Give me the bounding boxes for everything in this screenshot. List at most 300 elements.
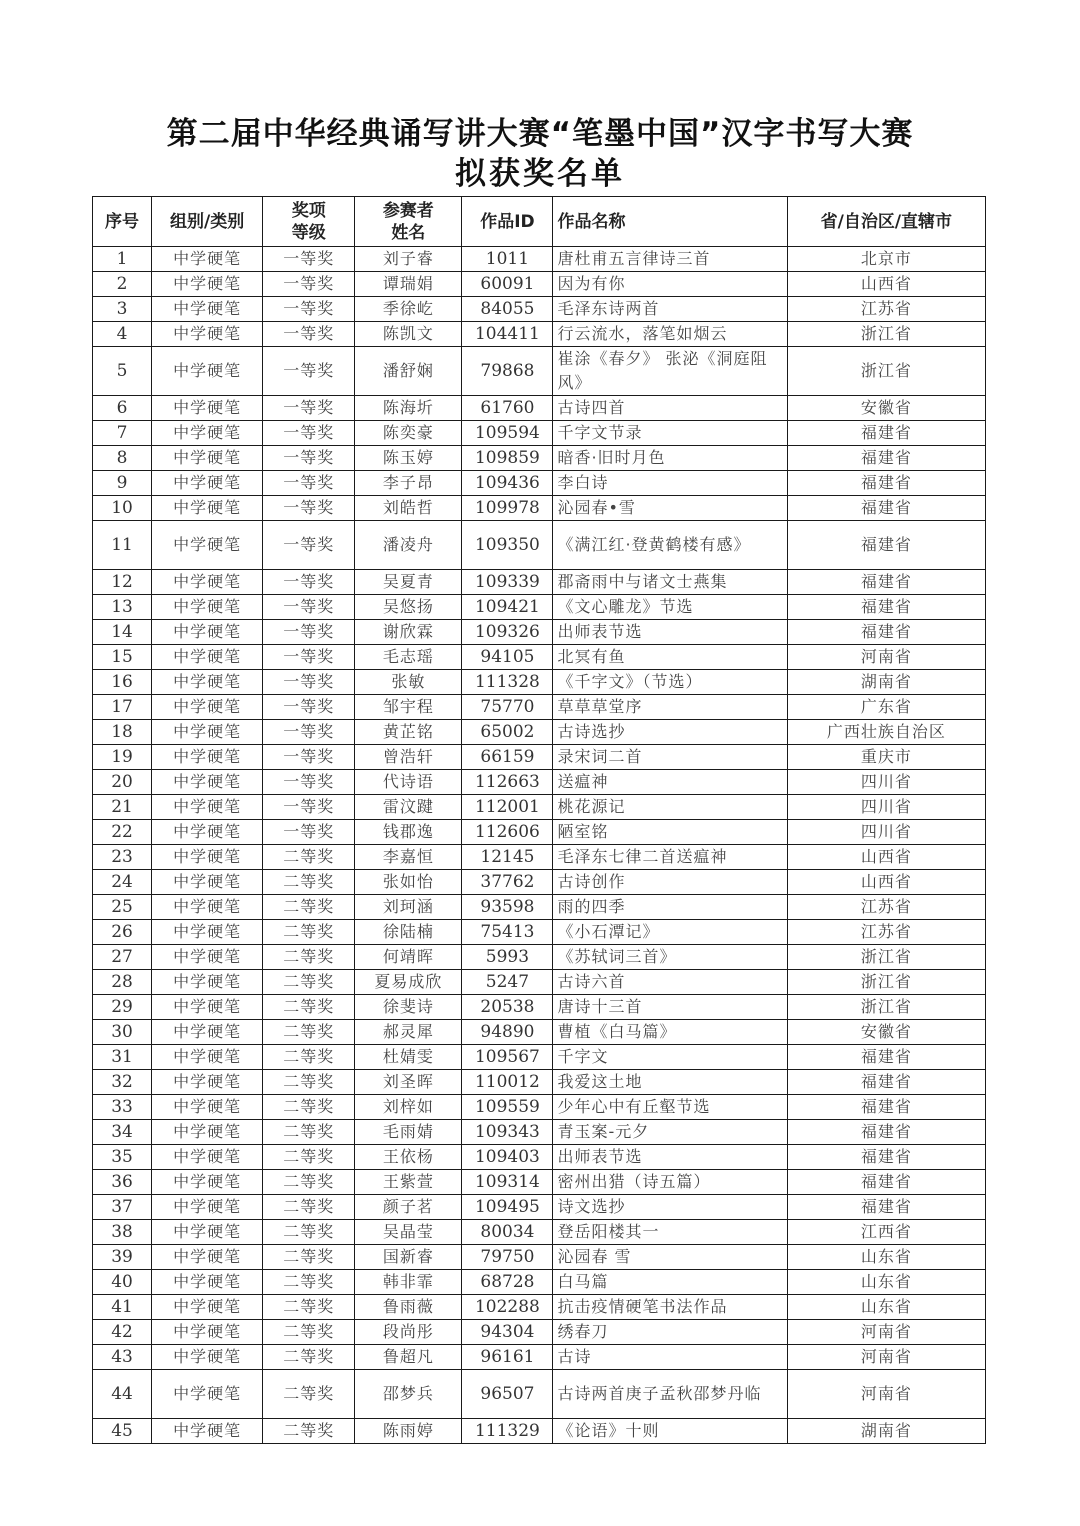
category-cell: 中学硬笔 (152, 347, 263, 396)
award-level-cell: 二等奖 (263, 845, 355, 870)
table-row (93, 670, 986, 695)
award-level-cell: 二等奖 (263, 1419, 355, 1444)
participant-name-cell: 陈凯文 (355, 322, 462, 347)
category-cell: 中学硬笔 (152, 1345, 263, 1370)
work-title-cell: 古诗两首庚子孟秋邵梦丹临 (553, 1370, 787, 1419)
category-cell: 中学硬笔 (152, 670, 263, 695)
category-cell: 中学硬笔 (152, 1145, 263, 1170)
table-row (93, 970, 986, 995)
work-title-cell: 行云流水，落笔如烟云 (553, 322, 787, 347)
category-cell: 中学硬笔 (152, 570, 263, 595)
work-id-cell: 84055 (462, 297, 553, 322)
participant-name-cell: 刘圣晖 (355, 1070, 462, 1095)
row-number: 42 (93, 1320, 152, 1345)
participant-name-cell: 黄芷铭 (355, 720, 462, 745)
row-number: 32 (93, 1070, 152, 1095)
table-row (93, 770, 986, 795)
province-cell: 福建省 (787, 496, 985, 521)
work-title-cell: 白马篇 (553, 1270, 787, 1295)
work-id-cell: 112001 (462, 795, 553, 820)
province-cell: 安徽省 (787, 396, 985, 421)
header-category: 组别/类别 (152, 197, 263, 247)
category-cell: 中学硬笔 (152, 446, 263, 471)
award-level-cell: 二等奖 (263, 870, 355, 895)
row-number: 38 (93, 1220, 152, 1245)
table-header-row (93, 197, 986, 247)
work-title-cell: 沁园春 雪 (553, 1245, 787, 1270)
table-row (93, 720, 986, 745)
category-cell: 中学硬笔 (152, 471, 263, 496)
province-cell: 福建省 (787, 1095, 985, 1120)
row-number: 33 (93, 1095, 152, 1120)
participant-name-cell: 潘舒娴 (355, 347, 462, 396)
table-row (93, 895, 986, 920)
participant-name-cell: 谢欣霖 (355, 620, 462, 645)
work-title-cell: 毛泽东诗两首 (553, 297, 787, 322)
work-title-cell: 绣春刀 (553, 1320, 787, 1345)
table-row (93, 745, 986, 770)
work-title-cell: 《小石潭记》 (553, 920, 787, 945)
award-level-cell: 二等奖 (263, 1345, 355, 1370)
row-number: 36 (93, 1170, 152, 1195)
province-cell: 福建省 (787, 1170, 985, 1195)
category-cell: 中学硬笔 (152, 920, 263, 945)
table-row (93, 995, 986, 1020)
row-number: 18 (93, 720, 152, 745)
work-id-cell: 60091 (462, 272, 553, 297)
participant-name-cell: 毛志瑶 (355, 645, 462, 670)
work-id-cell: 109314 (462, 1170, 553, 1195)
category-cell: 中学硬笔 (152, 1419, 263, 1444)
award-level-cell: 一等奖 (263, 347, 355, 396)
work-id-cell: 94890 (462, 1020, 553, 1045)
province-cell: 福建省 (787, 446, 985, 471)
table-row (93, 347, 986, 396)
participant-name-cell: 杜婧雯 (355, 1045, 462, 1070)
award-level-cell: 二等奖 (263, 1045, 355, 1070)
province-cell: 福建省 (787, 1120, 985, 1145)
table-row (93, 1345, 986, 1370)
award-level-cell: 一等奖 (263, 247, 355, 272)
work-title-cell: 青玉案-元夕 (553, 1120, 787, 1145)
table-row (93, 620, 986, 645)
participant-name-cell: 李嘉恒 (355, 845, 462, 870)
province-cell: 山东省 (787, 1245, 985, 1270)
participant-name-cell: 张如怡 (355, 870, 462, 895)
row-number: 19 (93, 745, 152, 770)
work-id-cell: 112606 (462, 820, 553, 845)
row-number: 44 (93, 1370, 152, 1419)
participant-name-cell: 李子昂 (355, 471, 462, 496)
award-level-cell: 二等奖 (263, 1195, 355, 1220)
participant-name-cell: 鲁雨薇 (355, 1295, 462, 1320)
row-number: 24 (93, 870, 152, 895)
header-work-title: 作品名称 (553, 197, 787, 247)
category-cell: 中学硬笔 (152, 645, 263, 670)
province-cell: 安徽省 (787, 1020, 985, 1045)
award-list-table (92, 196, 986, 1444)
category-cell: 中学硬笔 (152, 1120, 263, 1145)
award-level-cell: 一等奖 (263, 620, 355, 645)
table-row (93, 1145, 986, 1170)
province-cell: 四川省 (787, 820, 985, 845)
work-id-cell: 109559 (462, 1095, 553, 1120)
row-number: 37 (93, 1195, 152, 1220)
row-number: 31 (93, 1045, 152, 1070)
work-id-cell: 20538 (462, 995, 553, 1020)
row-number: 17 (93, 695, 152, 720)
work-id-cell: 109567 (462, 1045, 553, 1070)
work-id-cell: 79750 (462, 1245, 553, 1270)
table-row (93, 870, 986, 895)
work-title-cell: 诗文选抄 (553, 1195, 787, 1220)
participant-name-cell: 夏易成欣 (355, 970, 462, 995)
table-row (93, 1419, 986, 1444)
province-cell: 四川省 (787, 770, 985, 795)
work-id-cell: 68728 (462, 1270, 553, 1295)
work-id-cell: 112663 (462, 770, 553, 795)
table-row (93, 570, 986, 595)
province-cell: 山西省 (787, 870, 985, 895)
category-cell: 中学硬笔 (152, 945, 263, 970)
work-id-cell: 75770 (462, 695, 553, 720)
work-id-cell: 94105 (462, 645, 553, 670)
participant-name-cell: 颜子茗 (355, 1195, 462, 1220)
category-cell: 中学硬笔 (152, 396, 263, 421)
row-number: 43 (93, 1345, 152, 1370)
participant-name-cell: 曾浩轩 (355, 745, 462, 770)
award-level-cell: 二等奖 (263, 920, 355, 945)
participant-name-cell: 刘子睿 (355, 247, 462, 272)
work-title-cell: 陋室铭 (553, 820, 787, 845)
participant-name-cell: 王依杨 (355, 1145, 462, 1170)
table-body (93, 247, 986, 1444)
row-number: 35 (93, 1145, 152, 1170)
work-title-cell: 因为有你 (553, 272, 787, 297)
table-row (93, 297, 986, 322)
row-number: 41 (93, 1295, 152, 1320)
table-row (93, 1195, 986, 1220)
participant-name-cell: 陈雨婷 (355, 1419, 462, 1444)
category-cell: 中学硬笔 (152, 995, 263, 1020)
row-number: 1 (93, 247, 152, 272)
table-row (93, 1245, 986, 1270)
category-cell: 中学硬笔 (152, 1245, 263, 1270)
table-row (93, 920, 986, 945)
category-cell: 中学硬笔 (152, 1095, 263, 1120)
province-cell: 广东省 (787, 695, 985, 720)
row-number: 9 (93, 471, 152, 496)
header-name (355, 197, 462, 247)
participant-name-cell: 雷汶踺 (355, 795, 462, 820)
work-id-cell: 80034 (462, 1220, 553, 1245)
participant-name-cell: 毛雨婧 (355, 1120, 462, 1145)
row-number: 25 (93, 895, 152, 920)
participant-name-cell: 邹宇程 (355, 695, 462, 720)
row-number: 13 (93, 595, 152, 620)
row-number: 34 (93, 1120, 152, 1145)
work-title-cell: 抗击疫情硬笔书法作品 (553, 1295, 787, 1320)
row-number: 8 (93, 446, 152, 471)
category-cell: 中学硬笔 (152, 272, 263, 297)
header-work-id: 作品ID (462, 197, 553, 247)
province-cell: 江苏省 (787, 920, 985, 945)
work-id-cell: 61760 (462, 396, 553, 421)
award-level-cell: 一等奖 (263, 471, 355, 496)
table-row (93, 396, 986, 421)
work-title-cell: 出师表节选 (553, 1145, 787, 1170)
award-level-cell: 二等奖 (263, 1070, 355, 1095)
participant-name-cell: 张敏 (355, 670, 462, 695)
table-row (93, 247, 986, 272)
table-row (93, 322, 986, 347)
work-id-cell: 1011 (462, 247, 553, 272)
work-id-cell: 111328 (462, 670, 553, 695)
work-id-cell: 75413 (462, 920, 553, 945)
award-level-cell: 二等奖 (263, 995, 355, 1020)
participant-name-cell: 吴晶莹 (355, 1220, 462, 1245)
work-id-cell: 109350 (462, 521, 553, 570)
award-level-cell: 二等奖 (263, 1170, 355, 1195)
category-cell: 中学硬笔 (152, 1220, 263, 1245)
row-number: 14 (93, 620, 152, 645)
table-row (93, 1270, 986, 1295)
work-title-cell: 崔涂《春夕》 张泌《洞庭阻风》 (553, 347, 787, 396)
participant-name-cell: 韩非霏 (355, 1270, 462, 1295)
category-cell: 中学硬笔 (152, 595, 263, 620)
category-cell: 中学硬笔 (152, 496, 263, 521)
category-cell: 中学硬笔 (152, 297, 263, 322)
work-title-cell: 古诗 (553, 1345, 787, 1370)
work-id-cell: 109495 (462, 1195, 553, 1220)
work-title-cell: 《文心雕龙》节选 (553, 595, 787, 620)
work-title-cell: 李白诗 (553, 471, 787, 496)
table-row (93, 1070, 986, 1095)
header-award-line1: 奖项 (291, 200, 326, 221)
table-row (93, 1170, 986, 1195)
work-title-cell: 出师表节选 (553, 620, 787, 645)
work-id-cell: 104411 (462, 322, 553, 347)
table-row (93, 521, 986, 570)
table-row (93, 695, 986, 720)
category-cell: 中学硬笔 (152, 1170, 263, 1195)
province-cell: 河南省 (787, 645, 985, 670)
award-level-cell: 一等奖 (263, 820, 355, 845)
work-id-cell: 66159 (462, 745, 553, 770)
award-level-cell: 二等奖 (263, 1145, 355, 1170)
work-title-cell: 送瘟神 (553, 770, 787, 795)
row-number: 27 (93, 945, 152, 970)
work-title-cell: 《满江红·登黄鹤楼有感》 (553, 521, 787, 570)
province-cell: 山西省 (787, 845, 985, 870)
participant-name-cell: 谭瑞娟 (355, 272, 462, 297)
work-title-cell: 《苏轼词三首》 (553, 945, 787, 970)
category-cell: 中学硬笔 (152, 820, 263, 845)
award-level-cell: 一等奖 (263, 695, 355, 720)
category-cell: 中学硬笔 (152, 870, 263, 895)
work-id-cell: 96507 (462, 1370, 553, 1419)
province-cell: 浙江省 (787, 945, 985, 970)
row-number: 45 (93, 1419, 152, 1444)
row-number: 12 (93, 570, 152, 595)
award-level-cell: 一等奖 (263, 770, 355, 795)
province-cell: 山东省 (787, 1270, 985, 1295)
province-cell: 福建省 (787, 1145, 985, 1170)
province-cell: 浙江省 (787, 322, 985, 347)
row-number: 20 (93, 770, 152, 795)
province-cell: 福建省 (787, 471, 985, 496)
category-cell: 中学硬笔 (152, 247, 263, 272)
row-number: 5 (93, 347, 152, 396)
award-level-cell: 二等奖 (263, 945, 355, 970)
award-level-cell: 一等奖 (263, 396, 355, 421)
document-title: 第二届中华经典诵写讲大赛“笔墨中国”汉字书写大赛 (166, 116, 914, 152)
row-number: 22 (93, 820, 152, 845)
table-row (93, 1295, 986, 1320)
work-title-cell: 雨的四季 (553, 895, 787, 920)
participant-name-cell: 代诗语 (355, 770, 462, 795)
row-number: 15 (93, 645, 152, 670)
work-title-cell: 唐杜甫五言律诗三首 (553, 247, 787, 272)
table-row (93, 1020, 986, 1045)
participant-name-cell: 陈海圻 (355, 396, 462, 421)
province-cell: 福建省 (787, 1195, 985, 1220)
table-row (93, 1370, 986, 1419)
award-level-cell: 一等奖 (263, 645, 355, 670)
row-number: 11 (93, 521, 152, 570)
participant-name-cell: 徐陆楠 (355, 920, 462, 945)
province-cell: 浙江省 (787, 995, 985, 1020)
work-id-cell: 96161 (462, 1345, 553, 1370)
work-title-cell: 《千字文》（节选） (553, 670, 787, 695)
award-level-cell: 一等奖 (263, 795, 355, 820)
province-cell: 江苏省 (787, 297, 985, 322)
category-cell: 中学硬笔 (152, 720, 263, 745)
table-row (93, 272, 986, 297)
category-cell: 中学硬笔 (152, 1295, 263, 1320)
work-id-cell: 94304 (462, 1320, 553, 1345)
table-row (93, 1095, 986, 1120)
province-cell: 福建省 (787, 1045, 985, 1070)
row-number: 28 (93, 970, 152, 995)
province-cell: 山西省 (787, 272, 985, 297)
work-title-cell: 草草草堂序 (553, 695, 787, 720)
province-cell: 福建省 (787, 1070, 985, 1095)
row-number: 21 (93, 795, 152, 820)
award-level-cell: 一等奖 (263, 670, 355, 695)
table-row (93, 820, 986, 845)
category-cell: 中学硬笔 (152, 521, 263, 570)
province-cell: 浙江省 (787, 347, 985, 396)
category-cell: 中学硬笔 (152, 695, 263, 720)
participant-name-cell: 段尚彤 (355, 1320, 462, 1345)
work-id-cell: 93598 (462, 895, 553, 920)
table-row (93, 845, 986, 870)
work-title-cell: 密州出猎（诗五篇） (553, 1170, 787, 1195)
work-id-cell: 109594 (462, 421, 553, 446)
table-row (93, 496, 986, 521)
work-title-cell: 古诗选抄 (553, 720, 787, 745)
province-cell: 河南省 (787, 1370, 985, 1419)
header-name-line2: 姓名 (391, 222, 426, 243)
participant-name-cell: 刘梓如 (355, 1095, 462, 1120)
category-cell: 中学硬笔 (152, 845, 263, 870)
category-cell: 中学硬笔 (152, 895, 263, 920)
award-level-cell: 一等奖 (263, 720, 355, 745)
province-cell: 北京市 (787, 247, 985, 272)
table-row (93, 795, 986, 820)
table-row (93, 1220, 986, 1245)
work-id-cell: 111329 (462, 1419, 553, 1444)
work-id-cell: 109421 (462, 595, 553, 620)
category-cell: 中学硬笔 (152, 1370, 263, 1419)
work-title-cell: 沁园春•雪 (553, 496, 787, 521)
category-cell: 中学硬笔 (152, 421, 263, 446)
work-title-cell: 暗香·旧时月色 (553, 446, 787, 471)
award-level-cell: 一等奖 (263, 272, 355, 297)
award-level-cell: 二等奖 (263, 1295, 355, 1320)
province-cell: 江苏省 (787, 895, 985, 920)
category-cell: 中学硬笔 (152, 1270, 263, 1295)
award-level-cell: 二等奖 (263, 1245, 355, 1270)
table-row (93, 595, 986, 620)
category-cell: 中学硬笔 (152, 1045, 263, 1070)
award-level-cell: 一等奖 (263, 446, 355, 471)
work-title-cell: 古诗创作 (553, 870, 787, 895)
award-level-cell: 二等奖 (263, 1020, 355, 1045)
province-cell: 浙江省 (787, 970, 985, 995)
participant-name-cell: 国新睿 (355, 1245, 462, 1270)
table-row (93, 645, 986, 670)
participant-name-cell: 陈奕豪 (355, 421, 462, 446)
work-id-cell: 109343 (462, 1120, 553, 1145)
award-level-cell: 一等奖 (263, 745, 355, 770)
document-subtitle: 拟获奖名单 (455, 156, 625, 192)
province-cell: 四川省 (787, 795, 985, 820)
row-number: 6 (93, 396, 152, 421)
province-cell: 重庆市 (787, 745, 985, 770)
work-id-cell: 109436 (462, 471, 553, 496)
table-row (93, 1045, 986, 1070)
participant-name-cell: 郝灵犀 (355, 1020, 462, 1045)
province-cell: 河南省 (787, 1320, 985, 1345)
row-number: 29 (93, 995, 152, 1020)
participant-name-cell: 吴夏青 (355, 570, 462, 595)
participant-name-cell: 邵梦兵 (355, 1370, 462, 1419)
province-cell: 河南省 (787, 1345, 985, 1370)
award-level-cell: 二等奖 (263, 1120, 355, 1145)
category-cell: 中学硬笔 (152, 1195, 263, 1220)
participant-name-cell: 徐斐诗 (355, 995, 462, 1020)
work-title-cell: 古诗六首 (553, 970, 787, 995)
work-title-cell: 曹植《白马篇》 (553, 1020, 787, 1045)
work-title-cell: 录宋词二首 (553, 745, 787, 770)
award-level-cell: 二等奖 (263, 895, 355, 920)
award-level-cell: 二等奖 (263, 1220, 355, 1245)
award-level-cell: 一等奖 (263, 521, 355, 570)
category-cell: 中学硬笔 (152, 1320, 263, 1345)
work-id-cell: 109326 (462, 620, 553, 645)
category-cell: 中学硬笔 (152, 970, 263, 995)
category-cell: 中学硬笔 (152, 770, 263, 795)
work-title-cell: 毛泽东七律二首送瘟神 (553, 845, 787, 870)
award-level-cell: 二等奖 (263, 1095, 355, 1120)
row-number: 7 (93, 421, 152, 446)
participant-name-cell: 鲁超凡 (355, 1345, 462, 1370)
award-level-cell: 二等奖 (263, 1320, 355, 1345)
row-number: 3 (93, 297, 152, 322)
work-title-cell: 郡斋雨中与诸文士燕集 (553, 570, 787, 595)
